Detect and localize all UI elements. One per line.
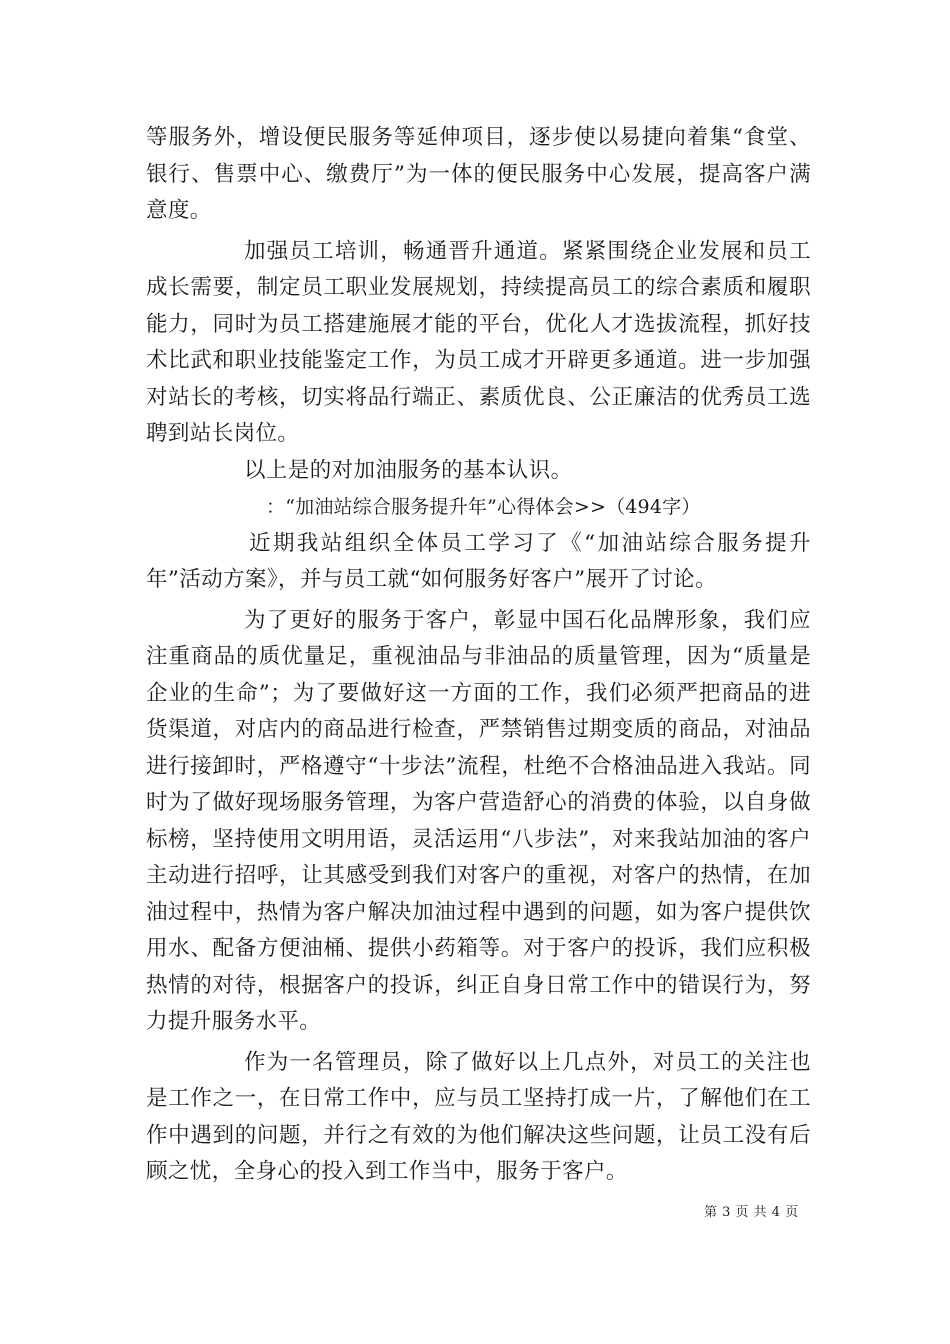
paragraph-staff-training: 加强员工培训，畅通晋升通道。紧紧围绕企业发展和员工成长需要，制定员工职业发展规划，持续提高员工的综合素质和履职能力，同时为员工搭建施展才能的平台，优化人才选拔流程，抓好技术比武和职业技能鉴定工作，为员工成才开辟更多通道。进一步加强对站长的考核，切实将品行端正、素质优良、公正廉洁的优秀员工选聘到站长岗位。: [146, 238, 811, 446]
page-number-footer: 第 3 页 共 4 页: [704, 1205, 799, 1220]
document-body: [146, 120, 811, 1191]
paragraph-quality-service: 为了更好的服务于客户，彰显中国石化品牌形象，我们应注重商品的质优量足，重视油品与非油品的质量管理，因为“质量是企业的生命”；为了要做好这一方面的工作，我们必须严把商品的进货渠道，对店内的商品进行检查，严禁销售过期变质的商品，对油品进行接卸时，严格遵守“十步法”流程，杜绝不合格油品进入我站。同时为了做好现场服务管理，为客户营造舒心的消费的体验，以自身做标榜，坚持使用文明用语，灵活运用“八步法”，对来我站加油的客户主动进行招呼，让其感受到我们对客户的重视，对客户的热情，在加油过程中，热情为客户解决加油过程中遇到的问题，如为客户提供饮用水、配备方便油桶、提供小药箱等。对于客户的投诉，我们应积极热情的对待，根据客户的投诉，纠正自身日常工作中的错误行为，努力提升服务水平。: [146, 607, 811, 1034]
paragraph-summary: 以上是的对加油服务的基本认识。: [244, 457, 573, 483]
paragraph-service-extension: 等服务外，增设便民服务等延伸项目，逐步使以易捷向着集“食堂、银行、售票中心、缴费厅”为一体的便民服务中心发展，提高客户满意度。: [146, 125, 811, 223]
paragraph-staff-care: 作为一名管理员，除了做好以上几点外，对员工的关注也是工作之一，在日常工作中，应与员工坚持打成一片，了解他们在工作中遇到的问题，并行之有效的为他们解决这些问题，让员工没有后顾之忧，全身心的投入到工作当中，服务于客户。: [146, 1049, 811, 1184]
paragraph-study-intro: 近期我站组织全体员工学习了《“加油站综合服务提升年”活动方案》，并与员工就“如何服务好客户”展开了讨论。: [146, 530, 811, 592]
section-heading: ：“加油站综合服务提升年”心得体会>>（494字）: [266, 496, 701, 518]
